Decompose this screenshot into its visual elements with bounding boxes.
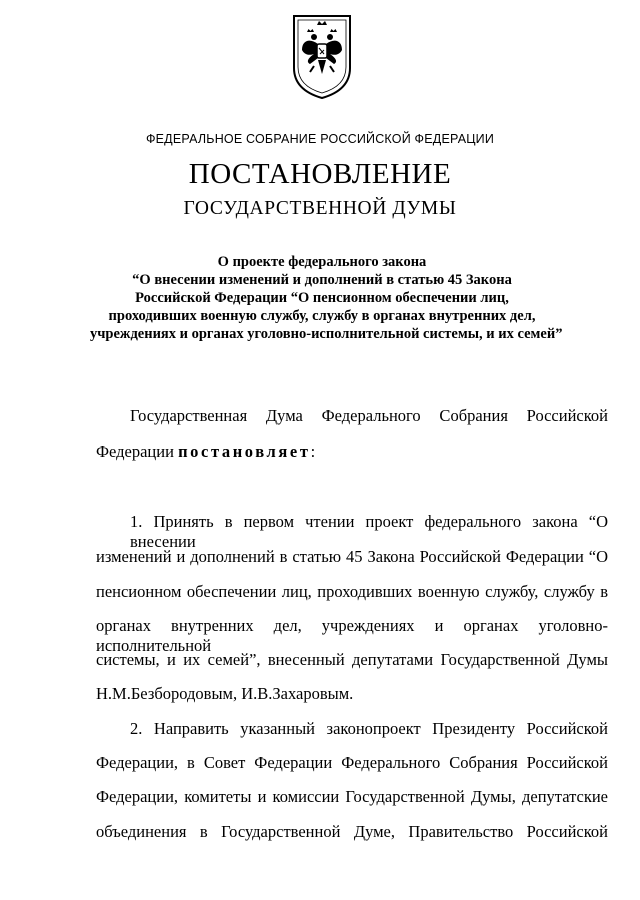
subject-line: учреждениях и органах уголовно-исполнительной системы, и их семей” (90, 326, 563, 342)
paragraph-2-line: Федерации, комитеты и комиссии Государственной Думы, депутатские (96, 787, 608, 806)
preamble-decision-line (96, 442, 608, 462)
subject-line: О проекте федерального закона (217, 254, 427, 270)
subject-line: “О внесении изменений и дополнений в статью 45 Закона (132, 272, 512, 288)
coat-of-arms-russia-icon (290, 10, 354, 100)
paragraph-1-line: 1. Принять в первом чтении проект федерального закона “О внесении (130, 512, 608, 551)
subject-line: Российской Федерации “О пенсионном обеспечении лиц, (135, 290, 509, 306)
issuing-organ: ГОСУДАРСТВЕННОЙ ДУМЫ (183, 198, 457, 219)
resolution-subject (90, 253, 563, 343)
paragraph-1-line: изменений и дополнений в статью 45 Закона Российской Федерации “О (96, 547, 608, 566)
subject-line: проходивших военную службу, службу в органах внутренних дел, (108, 308, 536, 324)
preamble-line: Государственная Дума Федерального Собрания Российской (130, 406, 608, 425)
decision-word: постановляет (178, 442, 311, 461)
document-type-title: ПОСТАНОВЛЕНИЕ (188, 158, 452, 190)
paragraph-1-line: системы, и их семей”, внесенный депутатами Государственной Думы (96, 650, 608, 669)
paragraph-2-line: объединения в Государственной Думе, Правительство Российской (96, 822, 608, 841)
paragraph-1-line: Н.М.Безбородовым, И.В.Захаровым. (96, 684, 354, 703)
paragraph-2-line: Федерации, в Совет Федерации Федерального Собрания Российской (96, 753, 608, 772)
assembly-title: ФЕДЕРАЛЬНОЕ СОБРАНИЕ РОССИЙСКОЙ ФЕДЕРАЦИИ (145, 132, 495, 146)
paragraph-2-line: 2. Направить указанный законопроект Президенту Российской (130, 719, 608, 738)
paragraph-1-line: пенсионном обеспечении лиц, проходивших военную службу, службу в (96, 582, 608, 601)
paragraph-1-line: органах внутренних дел, учреждениях и органах уголовно-исполнительной (96, 616, 608, 655)
preamble-colon: : (310, 442, 316, 461)
preamble-text: Федерации (96, 442, 179, 461)
